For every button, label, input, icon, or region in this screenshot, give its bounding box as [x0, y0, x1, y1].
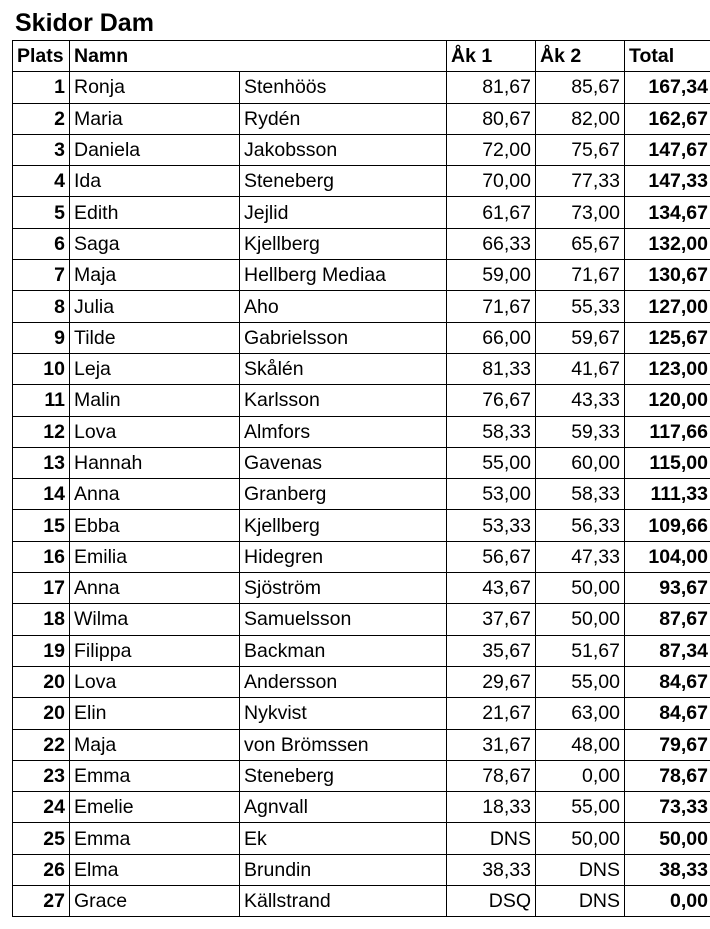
cell-total: 147,33 [625, 166, 710, 197]
table-row [13, 604, 710, 635]
cell-total: 50,00 [625, 823, 710, 854]
cell-last-name: Karlsson [240, 385, 447, 416]
results-table [12, 40, 710, 917]
cell-ak1: DNS [447, 823, 536, 854]
cell-ak1: 66,33 [447, 228, 536, 259]
cell-plats: 27 [13, 886, 70, 917]
cell-ak1: 81,67 [447, 72, 536, 103]
cell-ak2: 50,00 [536, 823, 625, 854]
cell-ak2: 47,33 [536, 541, 625, 572]
header-ak2: Åk 2 [536, 41, 625, 72]
cell-ak2: 60,00 [536, 447, 625, 478]
cell-ak2: 50,00 [536, 604, 625, 635]
cell-ak1: 43,67 [447, 573, 536, 604]
cell-total: 134,67 [625, 197, 710, 228]
cell-last-name: Andersson [240, 666, 447, 697]
cell-last-name: Ek [240, 823, 447, 854]
cell-plats: 6 [13, 228, 70, 259]
cell-first-name: Ronja [70, 72, 240, 103]
cell-total: 123,00 [625, 353, 710, 384]
table-row [13, 729, 710, 760]
table-row [13, 823, 710, 854]
cell-total: 93,67 [625, 573, 710, 604]
cell-last-name: Jejlid [240, 197, 447, 228]
cell-plats: 3 [13, 134, 70, 165]
cell-total: 78,67 [625, 760, 710, 791]
cell-total: 38,33 [625, 854, 710, 885]
cell-total: 162,67 [625, 103, 710, 134]
cell-total: 167,34 [625, 72, 710, 103]
cell-total: 104,00 [625, 541, 710, 572]
cell-plats: 25 [13, 823, 70, 854]
cell-ak1: 55,00 [447, 447, 536, 478]
cell-ak2: 50,00 [536, 573, 625, 604]
cell-ak2: 0,00 [536, 760, 625, 791]
cell-ak1: 35,67 [447, 635, 536, 666]
cell-plats: 23 [13, 760, 70, 791]
cell-last-name: Nykvist [240, 698, 447, 729]
cell-last-name: Almfors [240, 416, 447, 447]
cell-first-name: Maria [70, 103, 240, 134]
cell-plats: 8 [13, 291, 70, 322]
table-row [13, 322, 710, 353]
cell-ak2: 55,33 [536, 291, 625, 322]
cell-last-name: Kjellberg [240, 228, 447, 259]
cell-total: 147,67 [625, 134, 710, 165]
table-row [13, 134, 710, 165]
cell-ak2: DNS [536, 886, 625, 917]
cell-ak2: 73,00 [536, 197, 625, 228]
cell-ak1: 31,67 [447, 729, 536, 760]
cell-ak1: 59,00 [447, 260, 536, 291]
cell-plats: 10 [13, 353, 70, 384]
table-row [13, 541, 710, 572]
cell-plats: 19 [13, 635, 70, 666]
cell-last-name: Agnvall [240, 792, 447, 823]
cell-plats: 17 [13, 573, 70, 604]
table-row [13, 447, 710, 478]
cell-first-name: Maja [70, 260, 240, 291]
cell-last-name: Gabrielsson [240, 322, 447, 353]
cell-first-name: Wilma [70, 604, 240, 635]
cell-last-name: Stenhöös [240, 72, 447, 103]
cell-last-name: Skålén [240, 353, 447, 384]
cell-last-name: Rydén [240, 103, 447, 134]
cell-first-name: Filippa [70, 635, 240, 666]
table-row [13, 385, 710, 416]
cell-ak1: 53,33 [447, 510, 536, 541]
cell-first-name: Saga [70, 228, 240, 259]
table-row [13, 416, 710, 447]
cell-ak2: 41,67 [536, 353, 625, 384]
cell-first-name: Emilia [70, 541, 240, 572]
cell-first-name: Anna [70, 479, 240, 510]
cell-ak2: 55,00 [536, 792, 625, 823]
cell-ak1: 76,67 [447, 385, 536, 416]
cell-total: 84,67 [625, 698, 710, 729]
cell-last-name: Backman [240, 635, 447, 666]
cell-plats: 16 [13, 541, 70, 572]
cell-plats: 9 [13, 322, 70, 353]
cell-ak2: 48,00 [536, 729, 625, 760]
table-row [13, 854, 710, 885]
cell-ak2: 59,33 [536, 416, 625, 447]
cell-ak1: DSQ [447, 886, 536, 917]
cell-total: 0,00 [625, 886, 710, 917]
cell-plats: 7 [13, 260, 70, 291]
cell-plats: 20 [13, 698, 70, 729]
cell-total: 120,00 [625, 385, 710, 416]
cell-last-name: Källstrand [240, 886, 447, 917]
cell-ak1: 21,67 [447, 698, 536, 729]
header-namn: Namn [70, 41, 447, 72]
header-ak1: Åk 1 [447, 41, 536, 72]
cell-first-name: Edith [70, 197, 240, 228]
cell-first-name: Emelie [70, 792, 240, 823]
cell-ak2: 43,33 [536, 385, 625, 416]
table-row [13, 886, 710, 917]
cell-plats: 2 [13, 103, 70, 134]
cell-first-name: Emma [70, 760, 240, 791]
cell-total: 132,00 [625, 228, 710, 259]
cell-first-name: Grace [70, 886, 240, 917]
cell-first-name: Lova [70, 416, 240, 447]
cell-first-name: Daniela [70, 134, 240, 165]
table-row [13, 353, 710, 384]
table-row [13, 760, 710, 791]
cell-last-name: Gavenas [240, 447, 447, 478]
cell-ak1: 29,67 [447, 666, 536, 697]
cell-total: 79,67 [625, 729, 710, 760]
table-row [13, 197, 710, 228]
cell-ak2: 77,33 [536, 166, 625, 197]
page-title: Skidor Dam [15, 9, 154, 37]
cell-ak1: 81,33 [447, 353, 536, 384]
cell-ak2: 65,67 [536, 228, 625, 259]
cell-last-name: Brundin [240, 854, 447, 885]
table-row [13, 510, 710, 541]
table-row [13, 666, 710, 697]
cell-ak1: 72,00 [447, 134, 536, 165]
header-plats: Plats [13, 41, 70, 72]
cell-plats: 12 [13, 416, 70, 447]
cell-last-name: Steneberg [240, 166, 447, 197]
cell-plats: 22 [13, 729, 70, 760]
cell-last-name: Jakobsson [240, 134, 447, 165]
cell-first-name: Ebba [70, 510, 240, 541]
cell-last-name: von Brömssen [240, 729, 447, 760]
cell-total: 115,00 [625, 447, 710, 478]
cell-plats: 15 [13, 510, 70, 541]
cell-ak1: 80,67 [447, 103, 536, 134]
cell-ak1: 18,33 [447, 792, 536, 823]
cell-total: 73,33 [625, 792, 710, 823]
cell-plats: 24 [13, 792, 70, 823]
cell-last-name: Kjellberg [240, 510, 447, 541]
table-row [13, 291, 710, 322]
cell-ak2: 82,00 [536, 103, 625, 134]
cell-ak2: DNS [536, 854, 625, 885]
cell-plats: 1 [13, 72, 70, 103]
cell-last-name: Granberg [240, 479, 447, 510]
cell-total: 111,33 [625, 479, 710, 510]
cell-total: 117,66 [625, 416, 710, 447]
cell-ak2: 63,00 [536, 698, 625, 729]
cell-total: 84,67 [625, 666, 710, 697]
cell-plats: 5 [13, 197, 70, 228]
cell-plats: 14 [13, 479, 70, 510]
cell-ak1: 37,67 [447, 604, 536, 635]
cell-total: 127,00 [625, 291, 710, 322]
table-row [13, 166, 710, 197]
cell-ak1: 78,67 [447, 760, 536, 791]
cell-last-name: Samuelsson [240, 604, 447, 635]
header-total: Total [625, 41, 710, 72]
header-row [13, 41, 710, 72]
cell-first-name: Lova [70, 666, 240, 697]
cell-total: 109,66 [625, 510, 710, 541]
cell-first-name: Anna [70, 573, 240, 604]
table-row [13, 103, 710, 134]
cell-last-name: Hellberg Mediaa [240, 260, 447, 291]
cell-plats: 20 [13, 666, 70, 697]
cell-first-name: Malin [70, 385, 240, 416]
cell-total: 125,67 [625, 322, 710, 353]
cell-first-name: Maja [70, 729, 240, 760]
cell-first-name: Leja [70, 353, 240, 384]
table-row [13, 260, 710, 291]
cell-first-name: Elma [70, 854, 240, 885]
table-row [13, 635, 710, 666]
table-row [13, 72, 710, 103]
cell-ak2: 55,00 [536, 666, 625, 697]
cell-ak2: 58,33 [536, 479, 625, 510]
table-row [13, 479, 710, 510]
cell-ak1: 38,33 [447, 854, 536, 885]
cell-ak1: 61,67 [447, 197, 536, 228]
cell-ak1: 56,67 [447, 541, 536, 572]
cell-ak2: 59,67 [536, 322, 625, 353]
cell-plats: 18 [13, 604, 70, 635]
cell-plats: 4 [13, 166, 70, 197]
cell-ak1: 66,00 [447, 322, 536, 353]
cell-first-name: Tilde [70, 322, 240, 353]
cell-first-name: Ida [70, 166, 240, 197]
cell-last-name: Aho [240, 291, 447, 322]
cell-ak1: 71,67 [447, 291, 536, 322]
cell-total: 130,67 [625, 260, 710, 291]
cell-first-name: Emma [70, 823, 240, 854]
table-row [13, 573, 710, 604]
cell-plats: 13 [13, 447, 70, 478]
cell-ak2: 51,67 [536, 635, 625, 666]
results-body [13, 72, 710, 917]
cell-ak2: 85,67 [536, 72, 625, 103]
cell-first-name: Elin [70, 698, 240, 729]
cell-first-name: Julia [70, 291, 240, 322]
cell-plats: 11 [13, 385, 70, 416]
cell-ak2: 56,33 [536, 510, 625, 541]
cell-first-name: Hannah [70, 447, 240, 478]
cell-plats: 26 [13, 854, 70, 885]
cell-last-name: Sjöström [240, 573, 447, 604]
cell-last-name: Steneberg [240, 760, 447, 791]
cell-total: 87,34 [625, 635, 710, 666]
cell-ak2: 75,67 [536, 134, 625, 165]
cell-ak1: 58,33 [447, 416, 536, 447]
table-row [13, 792, 710, 823]
cell-last-name: Hidegren [240, 541, 447, 572]
cell-ak2: 71,67 [536, 260, 625, 291]
cell-ak1: 53,00 [447, 479, 536, 510]
cell-ak1: 70,00 [447, 166, 536, 197]
table-row [13, 228, 710, 259]
cell-total: 87,67 [625, 604, 710, 635]
table-row [13, 698, 710, 729]
